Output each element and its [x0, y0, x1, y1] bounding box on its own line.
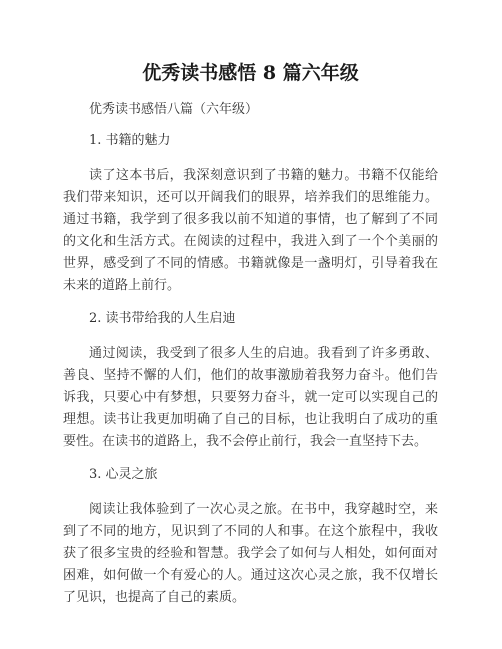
document-subtitle: 优秀读书感悟八篇（六年级） [89, 102, 259, 117]
section-paragraph: 通过阅读，我受到了很多人生的启迪。我看到了许多勇敢、善良、坚持不懈的人们，他们的故事激励着我努力奋斗。他们告诉我，只要心中有梦想，只要努力奋斗，就一定可以实现自己的理想。读书让我更加明确了自己的目标，也让我明白了成功的重要性。在读书的道路上，我不会停止前行，我会一直坚持下去。 [63, 346, 438, 449]
section-paragraph: 读了这本书后，我深刻意识到了书籍的魅力。书籍不仅能给我们带来知识，还可以开阔我们的眼界，培养我们的思维能力。通过书籍，我学到了很多我以前不知道的事情，也了解到了不同的文化和生活方式。在阅读的过程中，我进入到了一个个美丽的世界，感受到了不同的情感。书籍就像是一盏明灯，引导着我在未来的道路上前行。 [63, 168, 438, 293]
section-heading: 1. 书籍的魅力 [89, 133, 171, 148]
section-heading: 2. 读书带给我的人生启迪 [89, 311, 236, 326]
section-1 [63, 132, 438, 297]
section-paragraph: 阅读让我体验到了一次心灵之旅。在书中，我穿越时空，来到了不同的地方，见识到了不同的人和事。在这个旅程中，我收获了很多宝贵的经验和智慧。我学会了如何与人相处，如何面对困难，如何做一个有爱心的人。通过这次心灵之旅，我不仅增长了见识，也提高了自己的素质。 [63, 502, 438, 605]
section-3 [63, 466, 438, 609]
section-2 [63, 310, 438, 453]
section-heading: 3. 心灵之旅 [89, 467, 158, 482]
document-title: 优秀读书感悟 8 篇六年级 [142, 62, 359, 84]
